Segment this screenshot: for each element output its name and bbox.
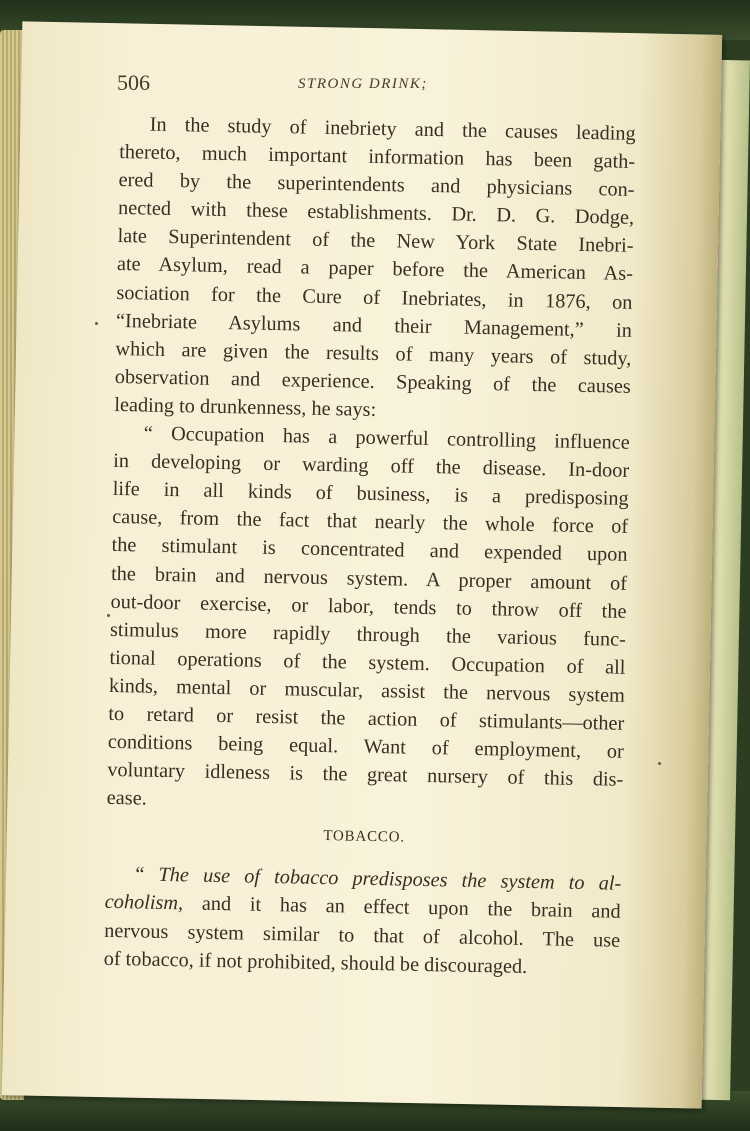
page-number: 506 — [117, 70, 150, 95]
text-line: to retard or resist the action of stimulants—other — [108, 702, 625, 735]
paragraph-tobacco — [103, 860, 621, 982]
italic-text: The use of tobacco predisposes the system to al- — [158, 864, 622, 896]
text-line: cause, from the fact that nearly the whole force of — [111, 506, 629, 539]
text-line: “ Occupation has a powerful controlling influence — [143, 422, 630, 454]
text-line: tional operations of the system. Occupation of all — [109, 646, 626, 679]
text-line: late Superintendent of the New York State Inebri- — [117, 225, 634, 258]
text-line: observation and experience. Speaking of the causes — [114, 365, 631, 398]
text-line: in developing or warding off the disease. In-door — [113, 450, 630, 482]
paragraph-inebriety-study — [114, 110, 636, 429]
text-line: the stimulant is concentrated and expended upon — [111, 534, 628, 567]
text-line: nected with these establishments. Dr. D. G. Dodge, — [117, 197, 635, 230]
italic-text: coholism, — [104, 891, 184, 915]
text-line: ate Asylum, read a paper before the American As- — [116, 253, 634, 286]
text-line: thereto, much important information has been gath- — [118, 141, 636, 173]
section-heading-tobacco: TOBACCO. — [323, 828, 406, 846]
text-line: voluntary idleness is the great nursery of this dis- — [107, 759, 624, 791]
text-line: which are given the results of many years of study, — [115, 337, 632, 370]
text-line: ered by the superintendents and physicians con- — [118, 169, 635, 202]
text-line: conditions being equal. Want of employment, or — [107, 730, 624, 763]
text-line: leading to drunkenness, he says: — [114, 393, 377, 421]
paragraph-occupation-quote — [107, 419, 630, 822]
running-head: STRONG DRINK; — [298, 76, 428, 92]
text-line: kinds, mental or muscular, assist the nervous system — [108, 674, 626, 707]
page-header — [117, 70, 637, 100]
text-line: stimulus more rapidly through the various func- — [109, 618, 627, 651]
text-line: “Inebriate Asylums and their Management,” in — [115, 309, 633, 342]
open-quote: “ — [135, 863, 145, 886]
text-line: nervous system similar to that of alcohol. The use — [104, 919, 621, 952]
paper-speck — [658, 762, 661, 765]
paper-speck — [107, 614, 110, 617]
text-line: sociation for the Cure of Inebriates, in 1876, on — [116, 281, 633, 314]
page-body — [103, 110, 635, 982]
text-line: the brain and nervous system. A proper amount of — [110, 562, 628, 595]
text-line: ease. — [106, 787, 147, 810]
text-line: life in all kinds of business, is a predisposing — [112, 478, 629, 511]
text-line: In the study of inebriety and the causes leading — [149, 113, 636, 145]
paper-speck — [95, 322, 98, 325]
roman-text: and it has an effect upon the brain and — [201, 893, 621, 924]
text-line: of tobacco, if not prohibited, should be discouraged. — [103, 947, 528, 978]
text-line: out-door exercise, or labor, tends to throw off the — [110, 590, 627, 623]
